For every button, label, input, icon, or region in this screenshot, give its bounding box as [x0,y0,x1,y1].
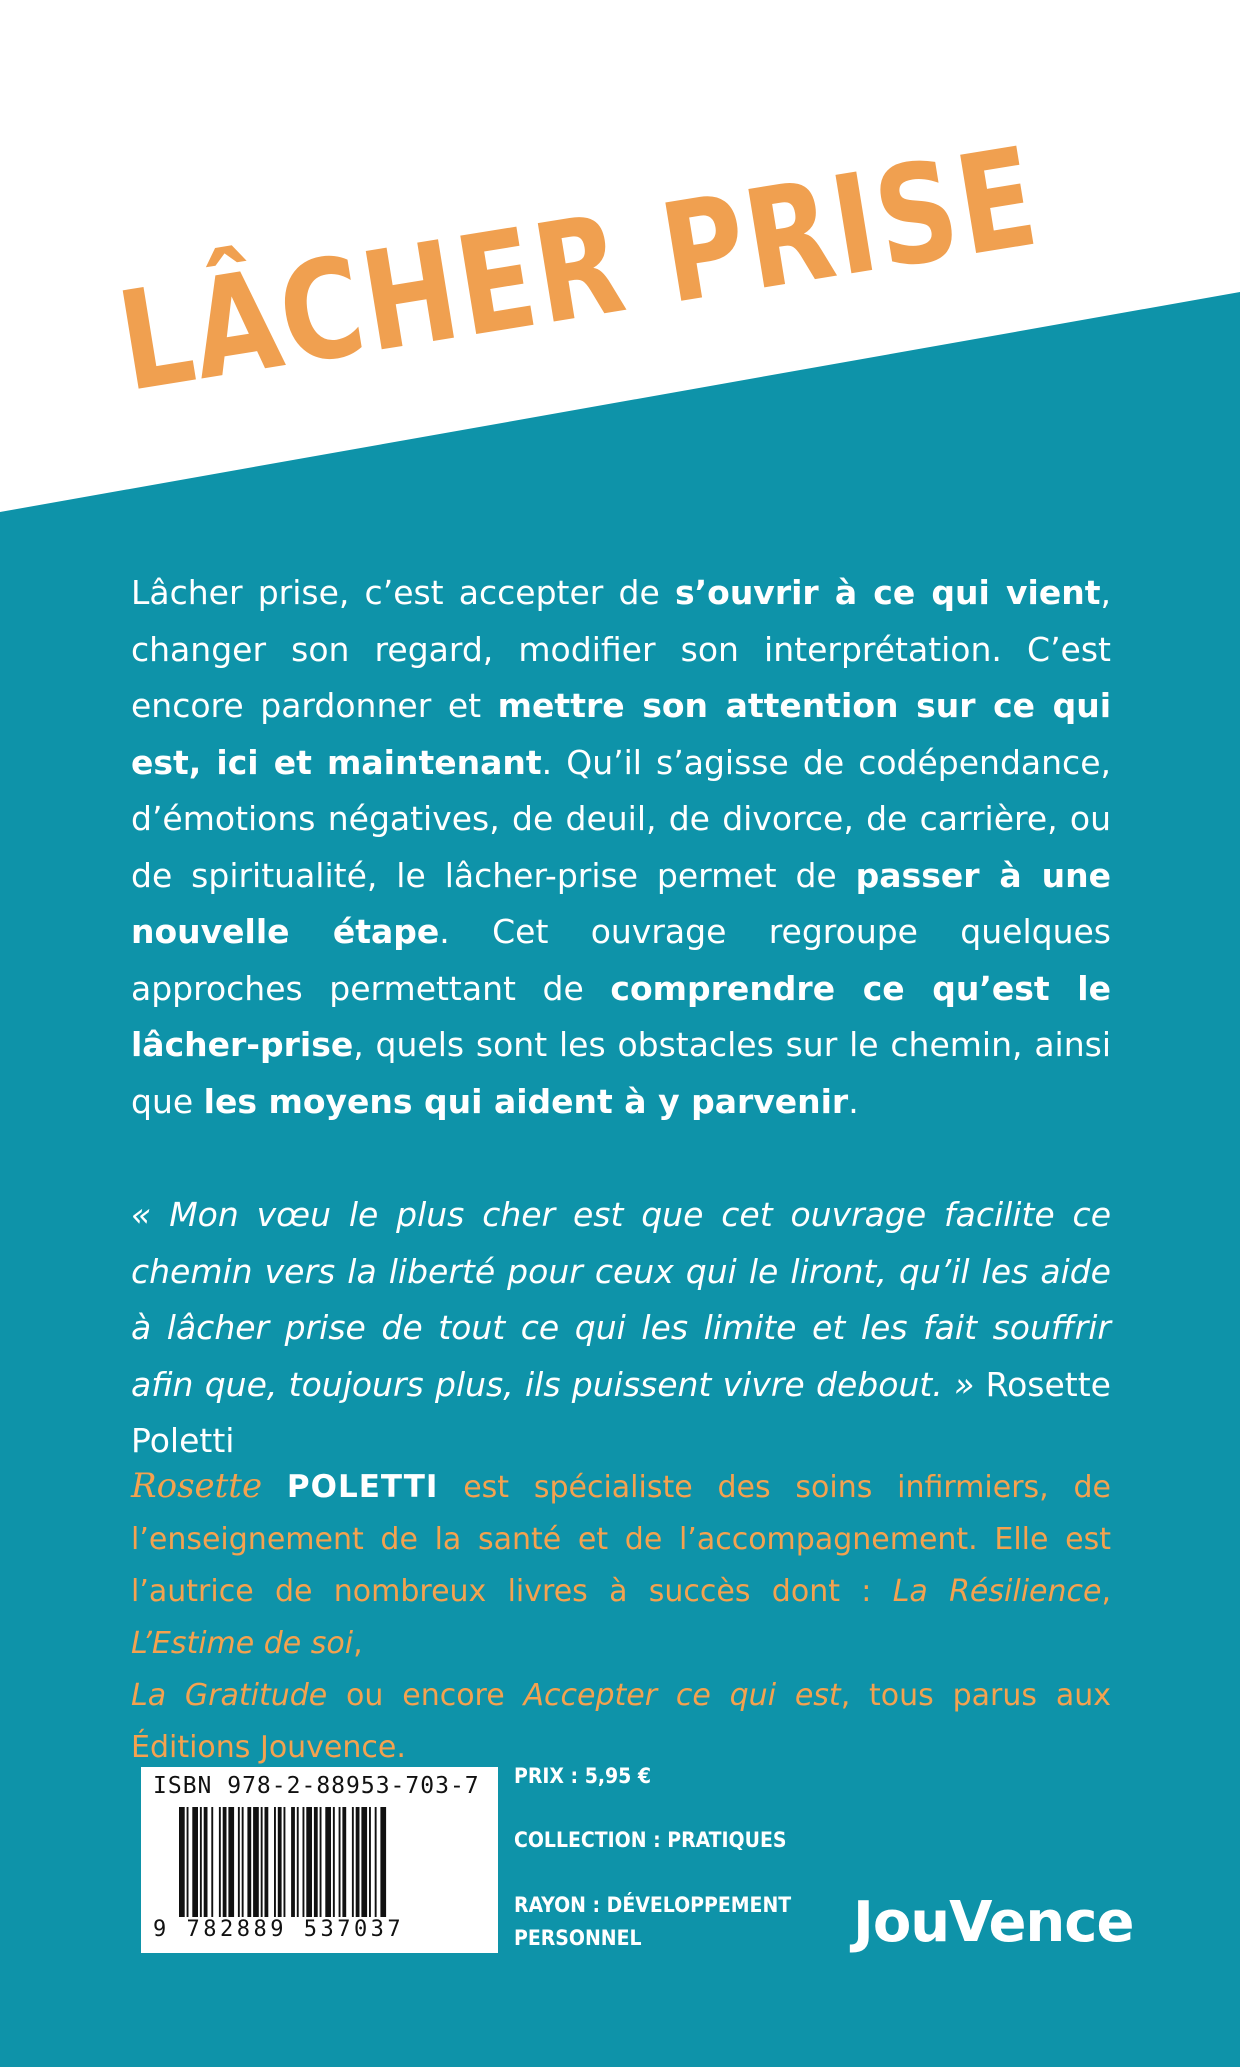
barcode-bar [187,1807,189,1917]
barcode-bar [356,1807,360,1917]
barcode-bar [314,1807,318,1917]
author-bio: Rosette POLETTI est spécialiste des soins infirmiers, de l’enseignement de la santé et de l’accompagnement. Elle est l’autrice de nombreux livres à succès dont : La Résilience, L’Estime de soi, La Gratitude ou encore Accepter ce qui est, tous parus aux Éditions Jouvence. [131,1466,1111,1765]
barcode-bar [303,1807,305,1917]
price-label: PRIX : 5,95 € [514,1764,652,1788]
barcode-bar [284,1807,286,1917]
barcode-bar [320,1807,322,1917]
rayon-line-2: PERSONNEL [514,1926,642,1950]
barcode-bar [238,1807,240,1917]
barcode-bar [204,1807,208,1917]
barcode-bar [200,1807,202,1917]
barcode-bar [306,1807,312,1917]
author-last-name: POLETTI [286,1469,439,1505]
barcode-bar [211,1807,213,1917]
collection-label: COLLECTION : PRATIQUES [514,1828,787,1852]
barcode-bar [274,1807,276,1917]
author-first-name: Rosette [131,1466,263,1506]
back-cover-description: Lâcher prise, c’est accepter de s’ouvrir à ce qui vient, changer son regard, modifier son interprétation. C’est encore pardonner et mettre son attention sur ce qui est, ici et maintenant. Qu’il s’agisse de codépendance, d’émotions négatives, de deuil, de divorce, de carrière, ou de spiritualité, le lâcher-prise permet de passer à une nouvelle étape. Cet ouvrage regroupe quelques approches permettant de comprendre ce qu’est le lâcher-prise, quels sont les obstacles sur le chemin, ainsi que les moyens qui aident à y parvenir. [131,573,1112,1121]
barcode-bar [219,1807,221,1917]
book-title: LÂCHER PRISE [108,118,1049,423]
barcode-bar [333,1807,335,1917]
rayon-line-1: RAYON : DÉVELOPPEMENT [514,1893,792,1917]
barcode-bar [223,1807,227,1917]
rayon-label [514,1889,834,1955]
barcode-bar [261,1807,263,1917]
barcode-bar [247,1807,251,1917]
quote-text: « Mon vœu le plus cher est que cet ouvrage facilite ce chemin vers la liberté pour ceux qui le liront, qu’il les aide à lâcher prise de tout ce qui les limite et les fait souffrir afin que, toujours plus, ils puissent vivre debout. » [131,1195,1111,1404]
ean-digits: 9 782889 537037 [153,1917,405,1942]
isbn-label: ISBN 978-2-88953-703-7 [153,1773,480,1799]
barcode-bar [253,1807,259,1917]
barcode-bar [369,1807,371,1917]
barcode-bar [339,1807,341,1917]
barcode-bar [265,1807,269,1917]
publisher-logo: JouVence [853,1890,1134,1955]
barcode-bar [278,1807,282,1917]
barcode-bar [297,1807,299,1917]
barcode-bar [342,1807,346,1917]
quote-attribution: Rosette Poletti [131,1364,1111,1460]
barcode-bar [242,1807,244,1917]
barcode-bar [291,1807,295,1917]
isbn-barcode [141,1767,498,1953]
barcode-bar [192,1807,198,1917]
barcode-bar [325,1807,331,1917]
barcode-bar [179,1807,185,1917]
barcode-bar [352,1807,354,1917]
barcode-bar [375,1807,377,1917]
barcode-bar [361,1807,367,1917]
barcode-bar [380,1807,386,1917]
barcode-bars [141,1807,498,1917]
author-quote [131,1187,1111,1470]
barcode-bar [228,1807,234,1917]
